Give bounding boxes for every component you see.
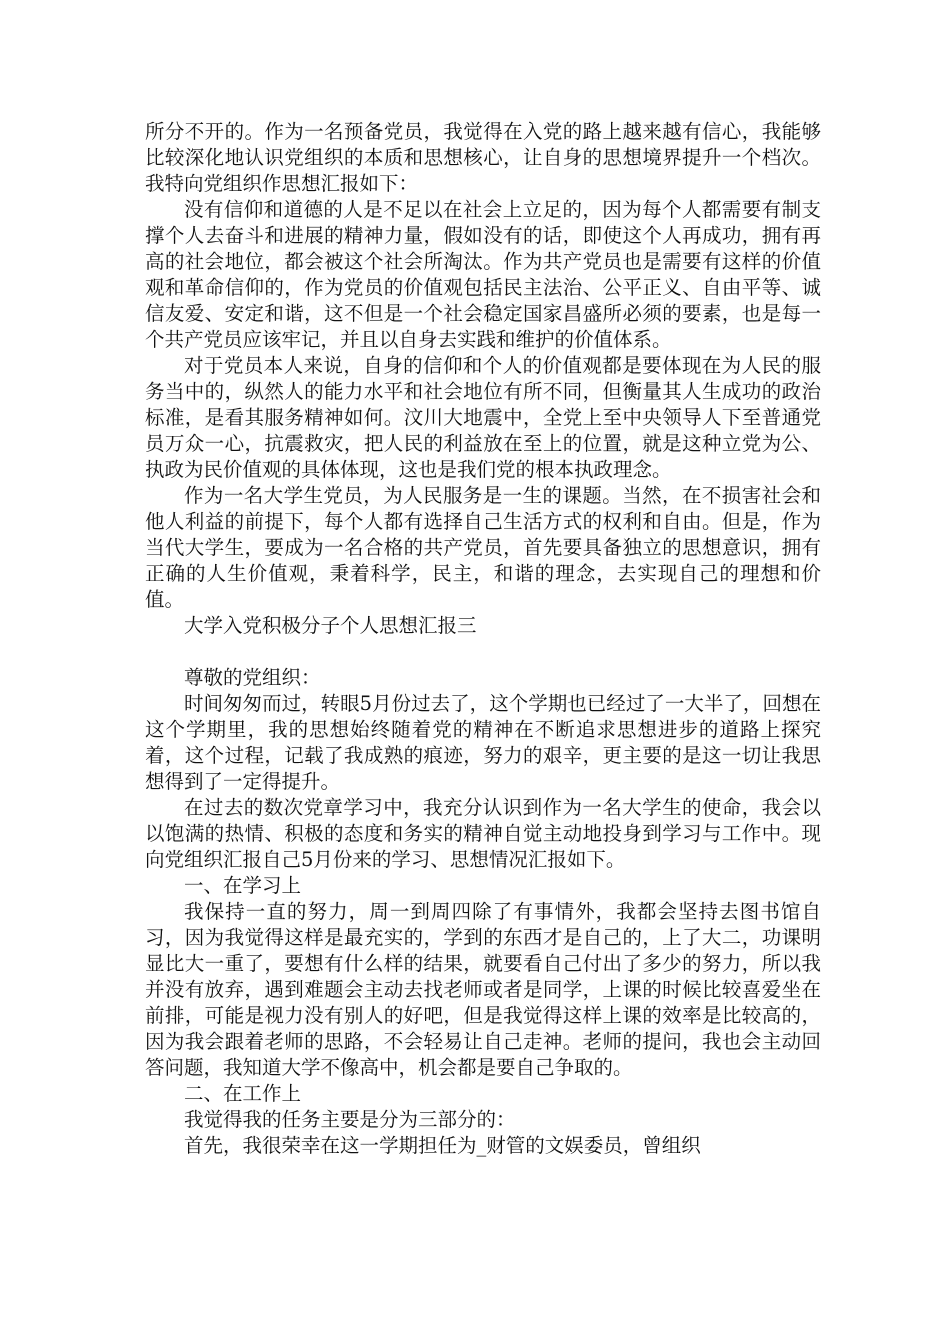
paragraph-1: 所分不开的。作为一名预备党员，我觉得在入党的路上越来越有信心，我能够比较深化地认识党组织的本质和思想核心，让自身的思想境界提升一个档次。我特向党组织作思想汇报如下： [145, 120, 821, 195]
paragraph-2: 没有信仰和道德的人是不足以在社会上立足的，因为每个人都需要有制支撑个人去奋斗和进展的精神力量，假如没有的话，即使这个人再成功，拥有再高的社会地位，都会被这个社会所淘汰。作为共产党员也是需要有这样的价值观和革命信仰的，作为党员的价值观包括民主法治、公平正义、自由平等、诚信友爱、安定和谐，这不但是一个社会稳定国家昌盛所必须的要素，也是每一个共产党员应该牢记，并且以自身去实践和维护的价值体系。 [145, 198, 821, 351]
paragraph-8: 我觉得我的任务主要是分为三部分的： [184, 1108, 516, 1131]
section-title: 大学入党积极分子个人思想汇报三 [184, 614, 477, 637]
salutation: 尊敬的党组织： [184, 666, 321, 689]
heading-work: 二、在工作上 [184, 1082, 302, 1105]
paragraph-6: 在过去的数次党章学习中，我充分认识到作为一名大学生的使命，我会以以饱满的热情、积极的态度和务实的精神自觉主动地投身到学习与工作中。现向党组织汇报自己5月份来的学习、思想情况汇报如下。 [145, 796, 821, 871]
paragraph-9: 首先，我很荣幸在这一学期担任为_财管的文娱委员，曾组织 [184, 1134, 701, 1157]
blank-line [145, 639, 821, 665]
paragraph-3: 对于党员本人来说，自身的信仰和个人的价值观都是要体现在为人民的服务当中的，纵然人的能力水平和社会地位有所不同，但衡量其人生成功的政治标准，是看其服务精神如何。汶川大地震中，全党上至中央领导人下至普通党员万众一心，抗震救灾，把人民的利益放在至上的位置，就是这种立党为公、执政为民价值观的具体体现，这也是我们党的根本执政理念。 [145, 354, 821, 481]
paragraph-4: 作为一名大学生党员，为人民服务是一生的课题。当然，在不损害社会和他人利益的前提下，每个人都有选择自己生活方式的权利和自由。但是，作为当代大学生，要成为一名合格的共产党员，首先要具备独立的思想意识，拥有正确的人生价值观，秉着科学，民主，和谐的理念，去实现自己的理想和价值。 [145, 484, 821, 611]
paragraph-7: 我保持一直的努力，周一到周四除了有事情外，我都会坚持去图书馆自习，因为我觉得这样是最充实的，学到的东西才是自己的，上了大二，功课明显比大一重了，要想有什么样的结果，就要看自己付出了多少的努力，所以我并没有放弃，遇到难题会主动去找老师或者是同学，上课的时候比较喜爱坐在前排，可能是视力没有别人的好吧，但是我觉得这样上课的效率是比较高的，因为我会跟着老师的思路，不会轻易让自己走神。老师的提问，我也会主动回答问题，我知道大学不像高中，机会都是要自己争取的。 [145, 900, 821, 1079]
heading-study: 一、在学习上 [184, 874, 302, 897]
document-page [145, 119, 821, 1159]
paragraph-5: 时间匆匆而过，转眼5月份过去了，这个学期也已经过了一大半了，回想在这个学期里，我的思想始终随着党的精神在不断追求思想进步的道路上探究着，这个过程，记载了我成熟的痕迹，努力的艰辛，更主要的是这一切让我思想得到了一定得提升。 [145, 692, 821, 793]
